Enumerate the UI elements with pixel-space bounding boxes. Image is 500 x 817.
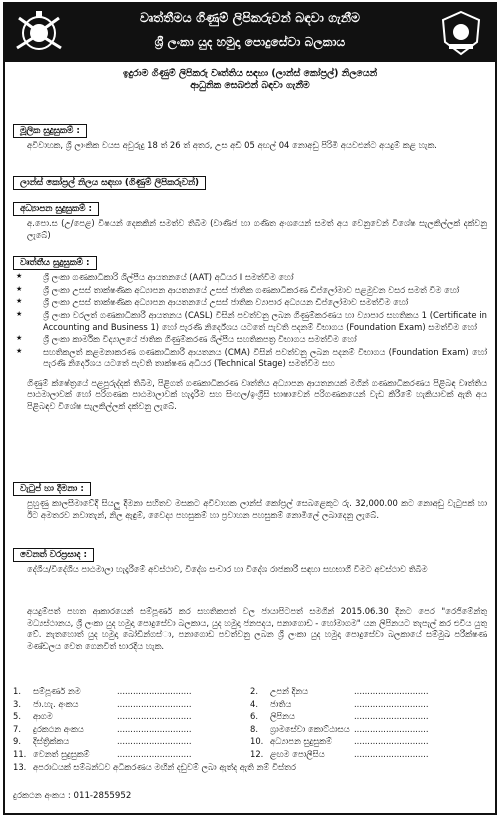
education-text: අ.පො.ස (උ/පෙළ) විෂයන් දෙකකින් සමත්ව තිබීම (වාණිජ හා ගණිත අංශයෙන් සමත් අය වෙනුවෙන් විශේෂ සැලකිල්ලක් දක්වනු ලැබේ)	[27, 218, 487, 240]
form-row: 5. ආගම ............................ 6. ලිපිනය ............................	[13, 711, 487, 724]
form-row: 1. සම්පූර්ණ නම ............................ 2. උපන් දිනය ............................	[13, 686, 487, 699]
field-label: අපරාධයක් සම්බන්ධව අධිකරණය මඟින් දඩුවම් ලබා ඇත්ද ඇති නම් විස්තර	[33, 761, 296, 772]
title-line-1: වෘත්තීමය ගිණුම් ලිපිකරුවන් බඳවා ගැනීම	[139, 10, 361, 25]
basic-text: අවිවාහක, ශ්‍රී ලාංකික වයස අවුරුදු 18 ත් 26 ත් අතර, උස අඩි 05 අඟල් 04 නොඅඩු පිරිමි අයවළුන්ට අයදුම් කළ හැක.	[27, 140, 437, 151]
rank-section	[13, 176, 487, 190]
other-benefits-section	[13, 548, 487, 576]
education-qualifications	[13, 202, 487, 241]
field-label: ග්‍රාමසේවා කොට්ඨාසය	[270, 723, 350, 734]
army-crest-icon	[13, 8, 65, 58]
header-banner	[5, 4, 495, 62]
field-label: අධ්‍යාපන සුදුසුකම්	[270, 736, 332, 747]
basic-qualifications	[13, 124, 487, 152]
application-text: අයදුම්පත් පහත ආකාරයෙන් සම්පූර්ණ කර සහතිකපත් වල ජායාපිටපත් සමගින් 2015.06.30 දිනට පෙර "රෙජිමේන්තු මධ්‍යස්ථානය, ශ්‍රී ලංකා යුද හමුදා පොදුසේවා බලකාය, යුද හමුදා ජනපදය, පනාගොඩ - හෝමාගම" යන ලිපිනයට තැපැල් කර එවිය යුතු වේ. නැතහොත් යුද හමුදා බෝඩින්ගස්‌ා, පනාගොඩ පවත්වනු ලබන ශ්‍රී ලංකා යුද හමුදා පොදුසේවා බලකායේ සම්මුඛ පරීක්ෂණ මණ්ඩලය වෙත ගෙනවිත් භාරදිය හැක.	[27, 606, 487, 651]
list-item: ★ ශ්‍රී ලංකා උසස් තාක්ෂණික අධ්‍යාපන ආයතනයේ උසස් ජාතික ගණකාධිකරණ ඩිප්ලෝමාව පළමුවන වසර සමත් වීම හෝ	[13, 285, 487, 297]
field-label: දිස්ත්‍රික්කය	[33, 736, 70, 747]
field-label: ජා.හැ. අංකය	[33, 698, 79, 709]
form-row: 7. දුරකථන අංකය ............................ 8. ග්‍රාමසේවා කොට්ඨාසය ............................	[13, 724, 487, 737]
advertisement-frame	[3, 2, 497, 815]
field-label: උපන් දිනය	[270, 686, 309, 696]
basic-heading: මූලික සුදුසුකම් :	[13, 124, 87, 138]
list-item: ★ සහතිකලත් කළමනාකරණ ගණකාධිකාරී ආයතනය (CMA) විසින් පවත්වනු ලබන පදනම් විභාගය (Foundation Exam) හෝ පැරණි නිර්දේශය යටතේ පැවති තාක්ෂණ අධියර (Technical Stage) සමත්වීම සහ	[13, 347, 487, 370]
phone-number: දුරකථන අංකය : 011-2855952	[13, 791, 132, 801]
professional-note: ගිණුම් ක්ෂේත්‍රයේ පළපුරුද්දක් තිබීම, පිළිගත් ගණකාධිකරණ වෘත්තිය අධ්‍යාපන ආයතනයක් මගින් ගණකාධිකරණය පිළිබඳ වෘත්තිය පාඨමාලාවක් හෝ පරිගණක පාඨමාලාවක් හැදෑරීම සහ සිංහල/ඉංග්‍රීසි භාෂාවෙන් පරිගණකයෙන් වැඩ කිරීමේ හැකියාවක් ඇති අය පිළිබඳව විශේෂ සැලකිල්ලක් දක්වනු ලැබේ.	[27, 377, 487, 412]
field-label: වෙනත් සුදුසුකම්	[33, 748, 90, 759]
list-item: ★ ශ්‍රී ලංකා ගණකාධිකාරි ශිල්පීය ආයතනයේ (AAT) අධියර I සමත්වීම හෝ	[13, 272, 487, 284]
field-label: ලිපිනය	[270, 711, 295, 722]
list-item: ★ ශ්‍රී ලංකා උසස් තාක්ෂණික අධ්‍යාපන ආයතනයේ උසස් ජාතික ව්‍යාපාර අධ්‍යයන ඩිප්ලෝමාව සමත්වීම හෝ	[13, 297, 487, 309]
application-form	[13, 686, 487, 774]
form-row: 9. දිස්ත්‍රික්කය ............................ 10. අධ්‍යාපන සුදුසුකම් ............................	[13, 736, 487, 749]
other-heading: වෙනත් වරප්‍රසාද :	[13, 548, 94, 562]
field-label: දුරකථන අංකය	[33, 723, 84, 734]
professional-heading: වෘත්තීය සුදුසුකම් :	[13, 256, 97, 270]
salary-text: පුහුණු කාලසීමාවේදී සියලු දීමනා සහිතව මසකට අවිවාහක ලාන්ස් කෝප්‍රල් සෙබළෙකුට රු. 32,000.00 කට නොඅඩු වැටුපක් හා ඊට අමතරව නවාතැන්, නිල ඇඳුම්, වෛද්‍ය පහසුකම් හා ප්‍රවාහන පහසුකම් නොමිලේ ලබාදෙනු ලැබේ.	[27, 498, 487, 520]
form-row: 13. අපරාධයක් සම්බන්ධව අධිකරණය මඟින් දඩුවම් ලබා ඇත්ද ඇති නම් විස්තර	[13, 762, 487, 775]
rank-heading: ලාන්ස් කෝප්‍රල් නිලය සඳහා (ගිණුම් ලිපිකරුවන්)	[13, 176, 206, 190]
subtitle-line-2: ආධුනික සෙබළුන් බඳවා ගැනීම	[190, 80, 310, 92]
salary-heading: වැටුප් හා දීමනා :	[13, 482, 91, 496]
list-item: ★ ශ්‍රී ලංකා වරලත් ගණකාධිකාරී ආයතනය (CASL) විසින් පවත්වනු ලබන ගිණුම්කරණය හා ව්‍යාපාර සහතිකය 1 (Certificate in Accounting and Business 1) හෝ පැරණි නිර්දේශය යටතේ පැවති පදනම් විභාගය (Foundation Exam) සමත්වීම හෝ	[13, 310, 487, 333]
form-row: 11. වෙනත් සුදුසුකම් ............................ 12. ළඟම පොලීසිය ............................	[13, 749, 487, 762]
subtitle	[45, 68, 455, 93]
other-text: දේශීය/විදේශීය පාඨමාලා හැදෑරීමේ අවස්ථාව, විදේශ සංචාර හා විදේශ රාජකාරී සඳහා සහභාගී වීමට අවස්ථාව තිබීම	[27, 564, 428, 575]
field-label: ආගම	[33, 711, 53, 722]
salary-section	[13, 482, 487, 521]
subtitle-line-1: ඉදුරාම ගිණුම් ලිපිකරු වෘත්තිය සඳහා (ලාන්ස් කෝප්‍රල්) නිලයෙන්	[122, 68, 378, 79]
application-section	[13, 604, 487, 652]
list-item: ★ ශ්‍රී ලංකා කාර්මික විද්‍යාලයේ ජාතික ගිණුම්කරණ ශිල්පීය සහතිකපත්‍ර විභාගය සමත්වීම හෝ	[13, 334, 487, 346]
education-heading: අධ්‍යාපන සුදුසුකම් :	[13, 202, 99, 216]
title-line-2: ශ්‍රී ලංකා යුද හමුදා පොදුසේවා බලකාය	[154, 35, 346, 49]
professional-qualifications	[13, 256, 487, 413]
field-label: ළඟම පොලීසිය	[270, 748, 325, 759]
field-label: ජාතිය	[270, 698, 292, 709]
form-row: 3. ජා.හැ. අංකය ............................ 4. ජාතිය ............................	[13, 699, 487, 712]
field-label: සම්පූර්ණ නම	[33, 686, 81, 696]
corps-badge-icon	[435, 8, 487, 58]
professional-list	[13, 272, 487, 370]
